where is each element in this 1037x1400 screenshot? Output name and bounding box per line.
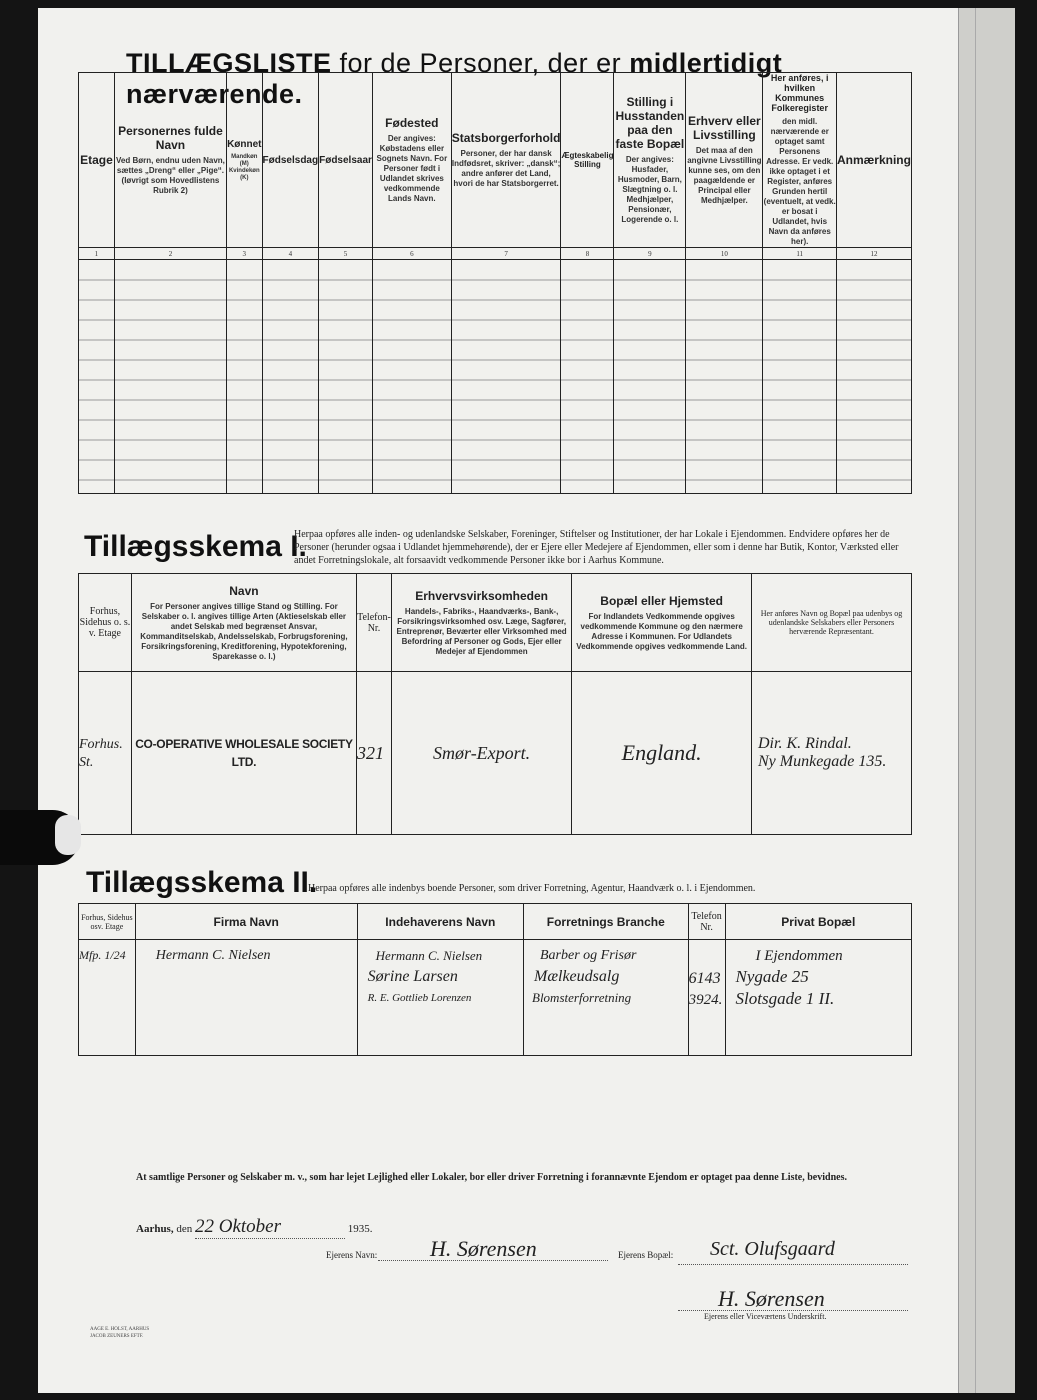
- skema2-head-bopael: Privat Bopæl: [725, 904, 911, 940]
- skema1-cell-navn: CO-OPERATIVE WHOLESALE SOCIETY LTD.: [131, 672, 356, 835]
- col-head-8: Ægteskabelig Stilling: [561, 73, 614, 248]
- skema1-head-rep: Her anføres Navn og Bopæl paa udenbys og udenlandske Selskabers eller Personers herværende Repræsentant.: [752, 574, 912, 672]
- col-num-1: 1: [79, 248, 115, 260]
- skema2-col-indehaver: Hermann C. Nielsen Sørine Larsen R. E. Gottlieb Lorenzen: [357, 940, 523, 1056]
- skema1-table: [78, 573, 912, 835]
- col-head-4: Fødselsdag: [262, 73, 319, 248]
- skema1-head-bopael: Bopæl eller Hjemsted For Indlandets Vedkommende opgives vedkommende Kommune og den nærmere Adresse i Kommunen. For Udlandets Vedkommende opgives vedkommende Land.: [572, 574, 752, 672]
- col-num-8: 8: [561, 248, 614, 260]
- owner-address-handwritten: Sct. Olufsgaard: [710, 1238, 835, 1260]
- main-empty-body: [79, 260, 912, 494]
- date-line: Aarhus, den 22 Oktober 1935.: [136, 1216, 373, 1237]
- col-head-7: Statsborgerforhold Personer, der har dansk Indfødsret, skriver: „dansk“; andre anfører det Land, hvori de har Statsborgerret.: [451, 73, 561, 248]
- empty-cell: [227, 260, 262, 494]
- skema2-head-etage: Forhus, Sidehus osv. Etage: [79, 904, 136, 940]
- col-num-11: 11: [763, 248, 837, 260]
- col-head-11: Her anføres, i hvilken Kommunes Folkeregister den midl. nærværende er optaget samt Personens Adresse. Er vedk. ikke optaget i et Register, anføres Grunden hertil (eventuelt, at vedk. er bosat i Udlandet, hvis Navn da anføres her).: [763, 73, 836, 246]
- printer-imprint: AAGE E. HOLST, AARHUS JACOB ZEUNERS EFTF.: [90, 1327, 150, 1339]
- binder-clip-highlight: [55, 815, 81, 855]
- skema1-cell-erhverv: Smør-Export.: [391, 672, 571, 835]
- skema1-cell-telefon: 321: [356, 672, 391, 835]
- owner-name-label: Ejerens Navn:: [326, 1250, 378, 1260]
- empty-cell: [114, 260, 226, 494]
- skema2-header-row: [79, 904, 912, 940]
- skema1-data-row: [79, 672, 912, 835]
- declaration-text: At samtlige Personer og Selskaber m. v., som har lejet Lejlighed eller Lokaler, bor eller driver Forretning i forannævnte Ejendom er optaget paa denne Liste, bevidnes.: [136, 1172, 847, 1183]
- skema1-cell-etage: Forhus. St.: [79, 672, 132, 835]
- skema2-intro: Herpaa opføres alle indenbys boende Personer, som driver Forretning, Agentur, Haandværk o. l. i Ejendommen.: [308, 883, 756, 894]
- empty-cell: [561, 260, 614, 494]
- empty-cell: [451, 260, 561, 494]
- title-normal: for de Personer, der er: [339, 48, 622, 78]
- date-handwritten: 22 Oktober: [195, 1216, 345, 1239]
- skema2-head-branche: Forretnings Branche: [524, 904, 689, 940]
- col-num-12: 12: [836, 248, 911, 260]
- col-num-10: 10: [686, 248, 763, 260]
- owner-name-line: [378, 1260, 608, 1261]
- main-header-row: [79, 73, 912, 248]
- skema1-head-etage: Forhus, Sidehus o. s. v. Etage: [79, 574, 132, 672]
- skema2-col-bopael: I Ejendommen Nygade 25 Slotsgade 1 II.: [725, 940, 911, 1056]
- underskrift-line: [678, 1310, 908, 1311]
- skema2-col-etage: Mfp. 1/24: [79, 940, 136, 1056]
- skema2-body: [79, 940, 912, 1056]
- empty-cell: [262, 260, 319, 494]
- skema2-head-telefon: Telefon Nr.: [688, 904, 725, 940]
- skema1-cell-bopael: England.: [572, 672, 752, 835]
- col-num-4: 4: [262, 248, 319, 260]
- skema1-title: Tillægsskema I.: [84, 530, 307, 563]
- title-bold2: midlertidigt nærværende.: [126, 48, 783, 109]
- next-page-edge: [958, 8, 1015, 1393]
- col-head-10: Erhverv eller Livsstilling Det maa af den angivne Livsstilling kunne ses, om den paagældende er Principal eller Medhjælper.: [686, 73, 763, 248]
- skema1-head-telefon: Telefon-Nr.: [356, 574, 391, 672]
- skema1-head-erhverv: Erhvervsvirksomheden Handels-, Fabriks-, Haandværks-, Bank-, Forsikringsvirksomhed osv. Læge, Sagfører, Entreprenør, Beværter eller Virksomhed med Befordring af Personer og Gods, Ejer eller Medejer af Ejendommen: [391, 574, 571, 672]
- empty-cell: [836, 260, 911, 494]
- col-num-5: 5: [319, 248, 373, 260]
- title-bold: TILLÆGSLISTE: [126, 48, 332, 78]
- col-head-2: Personernes fulde Navn Ved Børn, endnu uden Navn, sættes „Dreng“ eller „Pige“. (Iøvrigt som Hovedlistens Rubrik 2): [114, 73, 226, 248]
- skema1-head-navn: Navn For Personer angives tillige Stand og Stilling. For Selskaber o. l. angives tillige Arten (Aktieselskab eller andet Selskab med begrænset Ansvar, Kommanditselskab, Andelsselskab, Forbrugsforening, Forsikringsforening, Kreditforening, Hypotekforening, Sparekasse o. l.): [131, 574, 356, 672]
- skema1-intro: Herpaa opføres alle inden- og udenlandske Selskaber, Foreninger, Stiftelser og Institutioner, der har Lokale i Ejendommen. Endvidere opføres her de Personer (herunder ogsaa i Udlandet hjemmehørende), der er Ejere eller Medejere af Ejendommen, eller som i denne har Butik, Kontor, Værksted eller andet Forretningslokale, alt forsaavidt vedkommende Personer ikke bor i Aarhus Kommune.: [294, 529, 899, 566]
- col-head-3: Kønnet Mandkøn (M) Kvindekøn (K): [227, 73, 262, 248]
- skema2-head-indehaver: Indehaverens Navn: [357, 904, 523, 940]
- col-head-1: Etage: [79, 73, 115, 248]
- col-head-9: Stilling i Husstanden paa den faste Bopæl Der angives: Husfader, Husmoder, Barn, Slægtning o. l. Medhjælper, Pensionær, Logerende o. l.: [614, 73, 686, 248]
- skema2-head-firma: Firma Navn: [135, 904, 357, 940]
- skema2-col-telefon: 6143 3924.: [688, 940, 725, 1056]
- col-num-3: 3: [227, 248, 262, 260]
- col-head-6: Fødested Der angives: Købstadens eller Sognets Navn. For Personer født i Udlandet skrives vedkommende Lands Navn.: [372, 73, 451, 248]
- underskrift-signature: H. Sørensen: [718, 1286, 825, 1311]
- empty-cell: [614, 260, 686, 494]
- col-num-6: 6: [372, 248, 451, 260]
- empty-cell: [686, 260, 763, 494]
- skema2-col-firma: Hermann C. Nielsen: [135, 940, 357, 1056]
- owner-signature: H. Sørensen: [430, 1236, 537, 1261]
- owner-address-label: Ejerens Bopæl:: [618, 1250, 674, 1260]
- main-register-table: [78, 72, 912, 494]
- col-num-7: 7: [451, 248, 561, 260]
- empty-cell: [319, 260, 373, 494]
- skema2-table: [78, 903, 912, 1056]
- col-head-5: Fødselsaar: [319, 73, 373, 248]
- empty-cell: [372, 260, 451, 494]
- underskrift-label: Ejerens eller Viceværtens Underskrift.: [704, 1312, 827, 1321]
- document-page: [38, 8, 958, 1393]
- skema2-col-branche: Barber og Frisør Mælkeudsalg Blomsterforretning: [524, 940, 689, 1056]
- skema2-title: Tillægsskema II.: [86, 866, 318, 899]
- main-number-row: [79, 248, 912, 260]
- col-num-9: 9: [614, 248, 686, 260]
- page-fold-line: [975, 8, 976, 1393]
- skema1-cell-rep: Dir. K. Rindal. Ny Munkegade 135.: [752, 672, 912, 835]
- col-num-2: 2: [114, 248, 226, 260]
- empty-cell: [763, 260, 837, 494]
- empty-cell: [79, 260, 115, 494]
- owner-address-line: [678, 1264, 908, 1265]
- skema1-header-row: [79, 574, 912, 672]
- col-head-12: Anmærkning: [836, 73, 911, 248]
